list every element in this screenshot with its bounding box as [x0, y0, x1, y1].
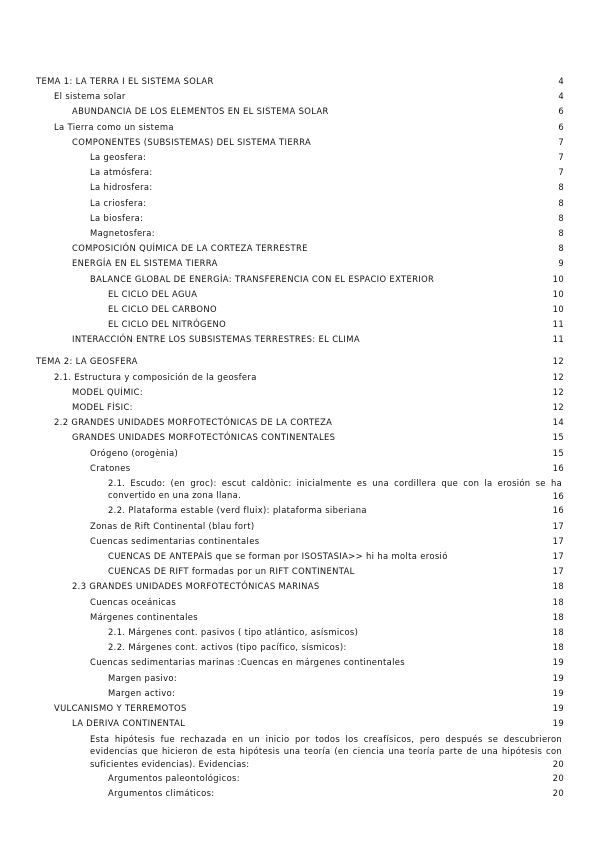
- toc-entry[interactable]: [0, 272, 600, 287]
- toc-entry-page: 14: [552, 417, 564, 427]
- toc-entry-page: 18: [552, 642, 564, 652]
- toc-entry-hipotesis[interactable]: [0, 733, 600, 771]
- toc-entry-title: La geosfera:: [90, 152, 147, 162]
- toc-entry[interactable]: [0, 211, 600, 226]
- toc-entry[interactable]: [0, 579, 600, 594]
- toc-entry[interactable]: [0, 519, 600, 534]
- toc-entry-page: 8: [558, 228, 564, 238]
- toc-entry[interactable]: [0, 150, 600, 165]
- toc-entry-page: 8: [558, 198, 564, 208]
- toc-entry-page: 12: [552, 372, 564, 382]
- toc-entry-title: VULCANISMO Y TERREMOTOS: [54, 703, 187, 713]
- toc-entry-page: 9: [558, 258, 564, 268]
- toc-entry-title: 2.2. Márgenes cont. activos (tipo pacífico, sísmicos):: [108, 642, 347, 652]
- toc-entry[interactable]: [0, 385, 600, 400]
- toc-entry-page: 18: [552, 581, 564, 591]
- toc-entry-page: 6: [558, 106, 564, 116]
- toc-entry-title: ENERGÍA EN EL SISTEMA TIERRA: [72, 258, 218, 268]
- toc-entry[interactable]: [0, 655, 600, 670]
- toc-entry-page: 19: [552, 673, 564, 683]
- toc-entry-title: GRANDES UNIDADES MORFOTECTÓNICAS CONTINENTALES: [72, 432, 336, 442]
- toc-entry-title: Márgenes continentales: [90, 612, 198, 622]
- toc-entry-title: La Tierra como un sistema: [54, 122, 174, 132]
- toc-entry[interactable]: [0, 370, 600, 385]
- toc-entry-title: Cuencas sedimentarias marinas :Cuencas en márgenes continentales: [90, 657, 405, 667]
- toc-entry[interactable]: [0, 415, 600, 430]
- toc-entry[interactable]: [0, 317, 600, 332]
- toc-entry[interactable]: [0, 287, 600, 302]
- toc-entry[interactable]: [0, 241, 600, 256]
- toc-entry[interactable]: [0, 625, 600, 640]
- toc-entry[interactable]: [0, 135, 600, 150]
- toc-entry-page: 12: [552, 387, 564, 397]
- toc-entry-page: 17: [552, 521, 564, 531]
- toc-entry-page: 8: [558, 182, 564, 192]
- toc-entry-title: Cuencas sedimentarias continentales: [90, 536, 260, 546]
- toc-entry-page: 12: [552, 356, 564, 366]
- toc-entry-page: 19: [552, 703, 564, 713]
- toc-entry-title: MODEL FÍSIC:: [72, 402, 133, 412]
- toc-entry-page: 18: [552, 627, 564, 637]
- toc-entry[interactable]: [0, 534, 600, 549]
- toc-entry-page: 6: [558, 122, 564, 132]
- toc-entry-page: 4: [558, 91, 564, 101]
- toc-entry-title: La biosfera:: [90, 213, 144, 223]
- toc-entry-title: INTERACCIÓN ENTRE LOS SUBSISTEMAS TERRESTRES: EL CLIMA: [72, 334, 360, 344]
- toc-entry-title: EL CICLO DEL AGUA: [108, 289, 198, 299]
- toc-entry-page: 7: [558, 167, 564, 177]
- toc-entry-title: COMPONENTES (SUBSISTEMAS) DEL SISTEMA TIERRA: [72, 137, 312, 147]
- toc-entry-title: Argumentos climáticos:: [108, 788, 215, 798]
- toc-entry-page: 18: [552, 597, 564, 607]
- toc-entry-page: 15: [552, 448, 564, 458]
- toc-entry[interactable]: [0, 400, 600, 415]
- toc-entry-title: La atmósfera:: [90, 167, 153, 177]
- toc-entry-title: Zonas de Rift Continental (blau fort): [90, 521, 255, 531]
- toc-entry-page: 19: [552, 688, 564, 698]
- toc-entry[interactable]: [0, 610, 600, 625]
- toc-entry[interactable]: [0, 771, 600, 786]
- toc-entry-title: Magnetosfera:: [90, 228, 155, 238]
- toc-entry[interactable]: [0, 226, 600, 241]
- toc-entry-escudo[interactable]: [0, 477, 600, 503]
- toc-entry[interactable]: [0, 256, 600, 271]
- toc-entry[interactable]: [0, 671, 600, 686]
- toc-entry-title: El sistema solar: [54, 91, 126, 101]
- toc-entry-page: 16: [552, 463, 564, 473]
- toc-entry-title: LA DERIVA CONTINENTAL: [72, 718, 186, 728]
- toc-entry-title: 2.1. Estructura y composición de la geosfera: [54, 372, 257, 382]
- toc-entry-page: 8: [558, 213, 564, 223]
- toc-entry[interactable]: [0, 430, 600, 445]
- toc-entry[interactable]: [0, 686, 600, 701]
- toc-entry-page: 20: [552, 773, 564, 783]
- toc-entry-title: 2.2 GRANDES UNIDADES MORFOTECTÓNICAS DE LA CORTEZA: [54, 417, 333, 427]
- toc-entry-title: EL CICLO DEL NITRÓGENO: [108, 319, 227, 329]
- toc-entry-title: ABUNDANCIA DE LOS ELEMENTOS EN EL SISTEMA SOLAR: [72, 106, 329, 116]
- toc-entry[interactable]: [0, 165, 600, 180]
- toc-entry[interactable]: [0, 640, 600, 655]
- toc-entry-page: 10: [552, 274, 564, 284]
- toc-entry-title: 2.2. Plataforma estable (verd fluix): plataforma siberiana: [108, 505, 367, 515]
- toc-entry-title: MODEL QUÍMIC:: [72, 387, 143, 397]
- toc-entry-title: Cratones: [90, 463, 131, 473]
- toc-entry[interactable]: [0, 461, 600, 476]
- toc-entry-title: CUENCAS DE RIFT formadas por un RIFT CONTINENTAL: [108, 566, 355, 576]
- toc-entry[interactable]: [0, 196, 600, 211]
- toc-entry-page: 20: [552, 788, 564, 798]
- toc-entry[interactable]: [0, 332, 600, 347]
- toc-entry[interactable]: [0, 120, 600, 135]
- toc-entry[interactable]: [0, 595, 600, 610]
- toc-entry-page: 11: [552, 319, 564, 329]
- toc-entry[interactable]: [0, 549, 600, 564]
- toc-entry-page: 8: [558, 243, 564, 253]
- toc-entry-title: La criosfera:: [90, 198, 147, 208]
- toc-entry-title: 2.3 GRANDES UNIDADES MORFOTECTÓNICAS MARINAS: [72, 581, 320, 591]
- toc-entry-page: 15: [552, 432, 564, 442]
- toc-entry-page: 12: [552, 402, 564, 412]
- toc-entry-page: 17: [552, 551, 564, 561]
- toc-entry-title: 2.1. Escudo: (en groc): escut caldònic: inicialmente es una cordillera que con la erosión se ha convertido en una zona llana.: [108, 478, 562, 501]
- toc-entry[interactable]: [0, 354, 600, 369]
- toc-entry-page: 17: [552, 566, 564, 576]
- toc-entry-page: 16: [552, 491, 564, 501]
- toc-entry-page: 17: [552, 536, 564, 546]
- toc-entry-title: 2.1. Márgenes cont. pasivos ( tipo atlántico, asísmicos): [108, 627, 359, 637]
- toc-entry-page: 18: [552, 612, 564, 622]
- toc-entry[interactable]: [0, 564, 600, 579]
- toc-entry[interactable]: [0, 302, 600, 317]
- toc-entry-title: Cuencas oceánicas: [90, 597, 177, 607]
- toc-entry-page: 20: [552, 759, 564, 769]
- toc-entry-page: 10: [552, 304, 564, 314]
- toc-entry[interactable]: [0, 701, 600, 716]
- toc-entry-page: 16: [552, 505, 564, 515]
- toc-entry-page: 19: [552, 657, 564, 667]
- toc-entry[interactable]: [0, 503, 600, 518]
- toc-entry-page: 19: [552, 718, 564, 728]
- toc-entry[interactable]: [0, 89, 600, 104]
- toc-entry-title: Orógeno (orogènia): [90, 448, 179, 458]
- toc-entry-title: Margen activo:: [108, 688, 176, 698]
- toc-entry-title: Esta hipótesis fue rechazada en un inicio por todos los creafísicos, pero después se descubrieron evidencias que hicieron de esta hipótesis una teoría (en ciencia una teoría parte de una hipótesis con suficientes evidencias). Evidencias:: [90, 734, 562, 769]
- toc-entry-title: TEMA 2: LA GEOSFERA: [36, 356, 138, 366]
- toc-entry[interactable]: [0, 180, 600, 195]
- toc-entry[interactable]: [0, 104, 600, 119]
- toc-entry-page: 7: [558, 137, 564, 147]
- toc-entry-page: 10: [552, 289, 564, 299]
- toc-entry-title: La hidrosfera:: [90, 182, 153, 192]
- toc-entry[interactable]: [0, 716, 600, 731]
- toc-entry-title: EL CICLO DEL CARBONO: [108, 304, 217, 314]
- toc-entry[interactable]: [0, 74, 600, 89]
- toc-entry-title: BALANCE GLOBAL DE ENERGÍA: TRANSFERENCIA CON EL ESPACIO EXTERIOR: [90, 274, 435, 284]
- toc-entry-title: Margen pasivo:: [108, 673, 178, 683]
- toc-entry-title: TEMA 1: LA TERRA I EL SISTEMA SOLAR: [36, 76, 214, 86]
- toc-entry-page: 4: [558, 76, 564, 86]
- toc-entry[interactable]: [0, 786, 600, 801]
- toc-entry[interactable]: [0, 446, 600, 461]
- toc-entry-page: 11: [552, 334, 564, 344]
- toc-entry-title: Argumentos paleontológicos:: [108, 773, 240, 783]
- toc-entry-page: 7: [558, 152, 564, 162]
- toc-entry-title: COMPOSICIÓN QUÍMICA DE LA CORTEZA TERRESTRE: [72, 243, 308, 253]
- toc-entry-title: CUENCAS DE ANTEPAÍS que se forman por ISOSTASIA>> hi ha molta erosió: [108, 551, 448, 561]
